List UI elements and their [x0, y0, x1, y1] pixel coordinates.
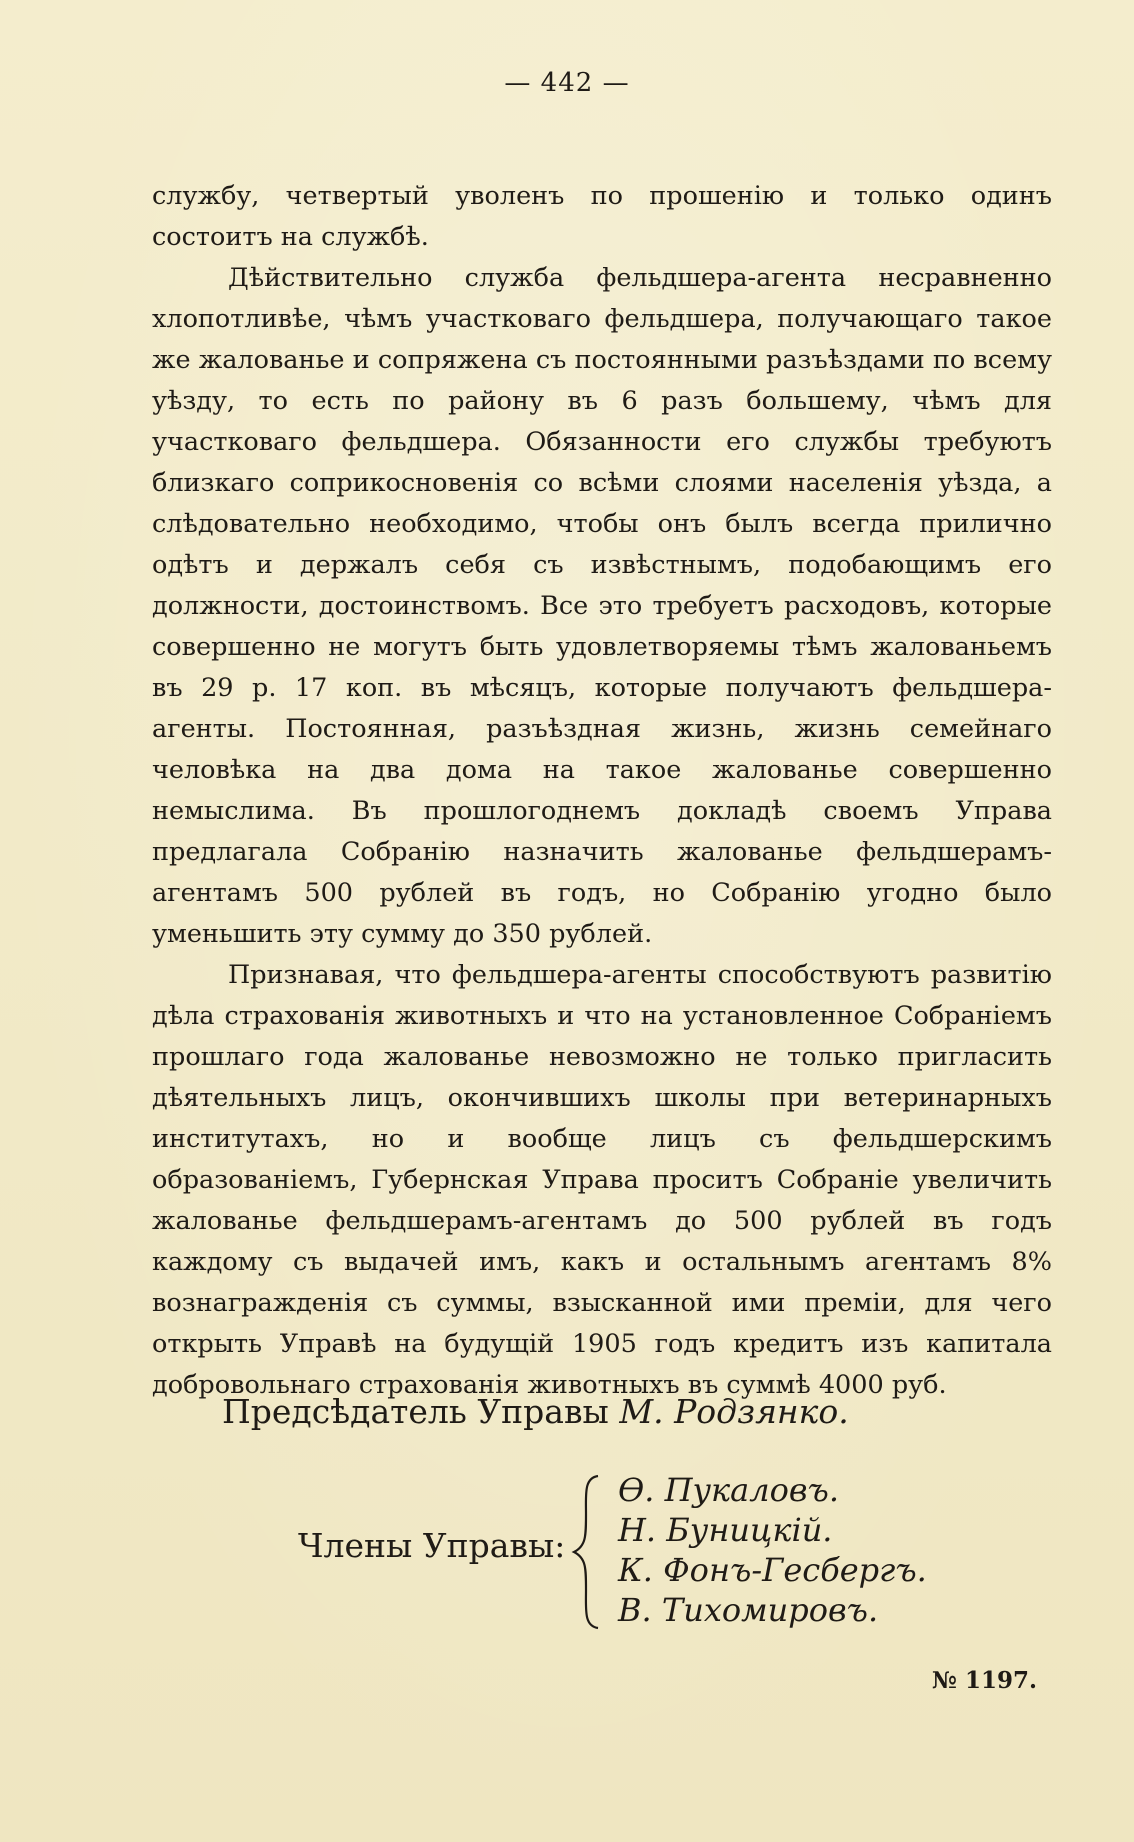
document-number: № 1197.	[931, 1667, 1037, 1694]
member-name: В. Тихомировъ.	[618, 1591, 879, 1629]
paragraph-continuation: службу, четвертый уволенъ по прошенію и только одинъ состоитъ на службѣ.	[152, 181, 1052, 252]
paragraph-service-duties: Дѣйствительно служба фельдшера-агента несравненно хлопотливѣе, чѣмъ участковаго фельдшера, получающаго такое же жалованье и сопряжена съ постоянными разъѣздами по всему уѣзду, то есть по району въ 6 разъ большему, чѣмъ для участковаго фельдшера. Обязанности его службы требуютъ близкаго соприкосновенія со всѣми слоями населенія уѣзда, а слѣдовательно необходимо, чтобы онъ былъ всегда прилично одѣтъ и держалъ себя съ извѣстнымъ, подобающимъ его должности, достоинствомъ. Все это требуетъ расходовъ, которые совершенно не могутъ быть удовлетворяемы тѣмъ жалованьемъ въ 29 р. 17 коп. въ мѣсяцъ, которые получаютъ фельдшера-агенты. Постоянная, разъѣздная жизнь, жизнь семейнаго человѣка на два дома на такое жалованье совершенно немыслима. Въ прошлогоднемъ докладѣ своемъ Управа предлагала Собранію назначить жалованье фельдшерамъ-агентамъ 500 рублей въ годъ, но Собранію угодно было уменьшить эту сумму до 350 рублей.	[152, 263, 1052, 949]
chairman-signature	[222, 1390, 849, 1434]
page-number: — 442 —	[504, 68, 630, 98]
body-text	[152, 176, 1052, 1406]
member-name: Н. Буницкій.	[618, 1511, 833, 1549]
chairman-label: Предсѣдатель Управы	[222, 1392, 609, 1431]
members-brace	[570, 1474, 604, 1630]
member-name: К. Фонъ-Гесбергъ.	[618, 1551, 927, 1589]
chairman-name: М. Родзянко.	[619, 1392, 849, 1431]
member-name: Ѳ. Пукаловъ.	[618, 1471, 839, 1509]
members-list	[618, 1470, 927, 1630]
members-label: Члены Управы:	[298, 1526, 566, 1565]
paragraph-salary-proposal: Признавая, что фельдшера-агенты способствуютъ развитію дѣла страхованія животныхъ и что на установленное Собраніемъ прошлаго года жалованье невозможно не только пригласить дѣятельныхъ лицъ, окончившихъ школы при ветеринарныхъ институтахъ, но и вообще лицъ съ фельдшерскимъ образованіемъ, Губернская Управа проситъ Собраніе увеличить жалованье фельдшерамъ-агентамъ до 500 рублей въ годъ каждому съ выдачей имъ, какъ и остальнымъ агентамъ 8% вознагражденія съ суммы, взысканной ими преміи, для чего открыть Управѣ на будущій 1905 годъ кредитъ изъ капитала добровольнаго страхованія животныхъ въ суммѣ 4000 руб.	[152, 960, 1052, 1400]
